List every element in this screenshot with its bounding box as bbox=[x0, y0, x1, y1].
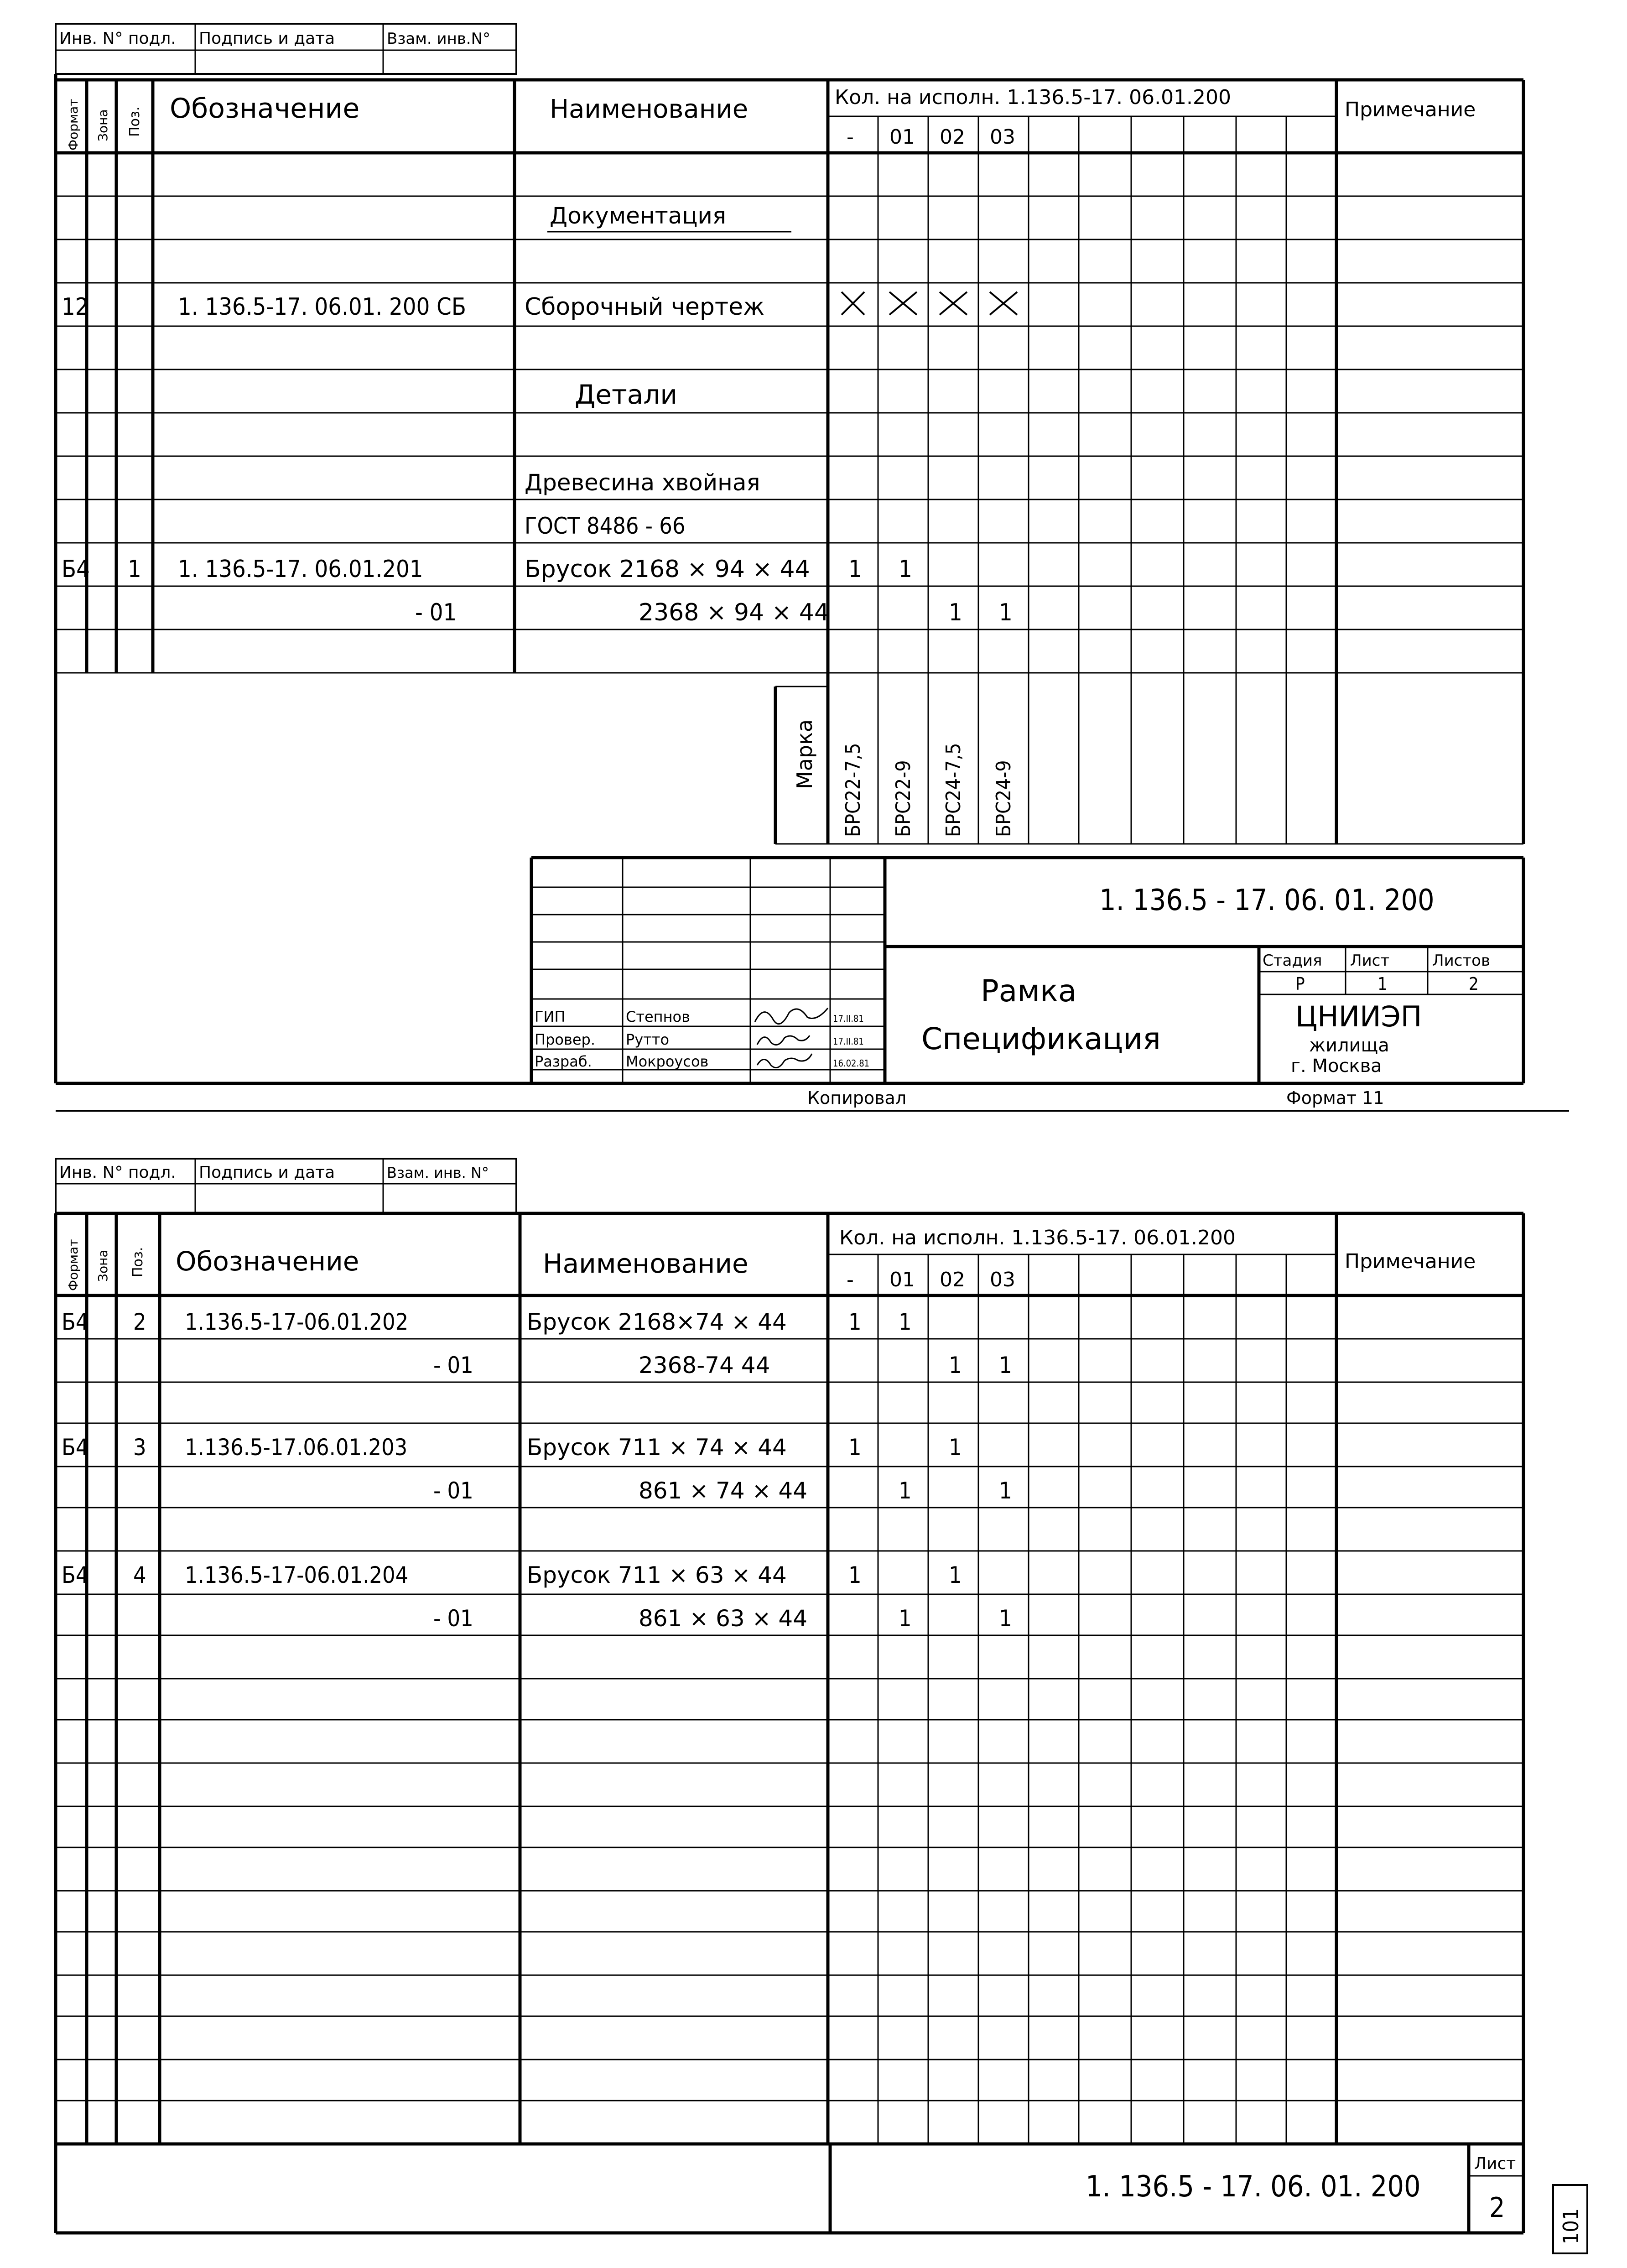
role-prover: Провер. bbox=[535, 1031, 595, 1048]
list-value: 1 bbox=[1377, 974, 1388, 994]
cell-qty-02: 1 bbox=[949, 599, 962, 626]
cell-qty-02: 1 bbox=[949, 1434, 962, 1461]
cell-naimenovanie: Брусок 2168 × 94 × 44 bbox=[525, 556, 810, 583]
cell-oboznachenie: 1. 136.5-17. 06.01. 200 СБ bbox=[178, 293, 466, 321]
cell-qty-01: 1 bbox=[899, 1477, 912, 1504]
material-standard: ГОСТ 8486 - 66 bbox=[525, 513, 686, 539]
date-prover: 17.II.81 bbox=[833, 1036, 864, 1047]
cell-qty-01: 1 bbox=[899, 556, 912, 583]
format-label: Формат 11 bbox=[1286, 1088, 1384, 1108]
sheet2-rows bbox=[62, 1309, 1012, 1632]
stamp-vzam-inv: Взам. инв. N° bbox=[387, 1164, 489, 1181]
exec-col-02: 02 bbox=[940, 1268, 965, 1291]
listov-value: 2 bbox=[1469, 974, 1479, 994]
table-row bbox=[547, 203, 791, 232]
cell-naimenovanie: 2368 × 94 × 44 bbox=[639, 599, 829, 626]
signature-razrab bbox=[757, 1054, 812, 1068]
table-row bbox=[556, 379, 771, 413]
org-city: г. Москва bbox=[1291, 1056, 1382, 1077]
header-primechanie: Примечание bbox=[1345, 1250, 1476, 1273]
cell-qty-03: 1 bbox=[999, 1605, 1012, 1632]
title-designation: 1. 136.5 - 17. 06. 01. 200 bbox=[1099, 884, 1435, 917]
exec-col-02: 02 bbox=[940, 125, 965, 149]
material-name: Древесина хвойная bbox=[525, 469, 760, 496]
sheet1-rows bbox=[62, 203, 1017, 626]
margin-mark-number: 101 bbox=[1559, 2208, 1583, 2244]
sheet1-table-grid bbox=[56, 80, 1523, 844]
name-prover: Рутто bbox=[626, 1031, 670, 1048]
cell-naimenovanie: Сборочный чертеж bbox=[525, 293, 764, 321]
cell-naimenovanie: Брусок 2168×74 × 44 bbox=[527, 1309, 787, 1335]
table-row bbox=[415, 599, 1013, 626]
stamp-podpis-data: Подпись и дата bbox=[199, 1163, 335, 1182]
header-kol-ispoln: Кол. на исполн. 1.136.5-17. 06.01.200 bbox=[835, 86, 1232, 109]
stamp-podpis-data: Подпись и дата bbox=[199, 29, 335, 48]
cell-qty-03: 1 bbox=[999, 1477, 1012, 1504]
header-format: Формат bbox=[66, 1239, 81, 1291]
cell-format: Б4 bbox=[62, 556, 90, 583]
stadia-label: Стадия bbox=[1263, 952, 1322, 970]
marka-brs24-9: БРС24-9 bbox=[992, 760, 1015, 837]
sheet2-designation: 1. 136.5 - 17. 06. 01. 200 bbox=[1086, 2170, 1421, 2204]
title-name-line2: Спецификация bbox=[921, 1021, 1161, 1056]
cell-format: Б4 bbox=[62, 1562, 89, 1588]
stamp-vzam-inv: Взам. инв.N° bbox=[387, 30, 491, 48]
cross-marks bbox=[842, 292, 1017, 315]
cell-format: Б4 bbox=[62, 1434, 89, 1461]
section-title-documentation: Документация bbox=[550, 203, 726, 229]
cell-qty-02: 1 bbox=[949, 1352, 962, 1378]
cell-qty-01: 1 bbox=[899, 1309, 912, 1335]
cell-format: Б4 bbox=[62, 1309, 89, 1335]
table-row bbox=[62, 1309, 912, 1335]
cell-format: 12 bbox=[62, 293, 89, 321]
cell-qty-base: 1 bbox=[848, 1562, 862, 1588]
section-title-details: Детали bbox=[575, 379, 678, 410]
header-kol-ispoln: Кол. на исполн. 1.136.5-17. 06.01.200 bbox=[839, 1226, 1236, 1249]
cell-oboznachenie: 1.136.5-17.06.01.203 bbox=[185, 1434, 408, 1461]
cell-oboznachenie: 1.136.5-17-06.01.202 bbox=[185, 1309, 409, 1335]
header-oboznachenie: Обозначение bbox=[170, 93, 360, 125]
cell-oboznachenie: - 01 bbox=[433, 1477, 473, 1504]
header-format: Формат bbox=[66, 99, 81, 151]
marka-label: Марка bbox=[792, 719, 817, 789]
header-poz: Поз. bbox=[127, 106, 143, 137]
marka-brs24-75: БРС24-7,5 bbox=[942, 743, 965, 837]
cell-naimenovanie: Брусок 711 × 63 × 44 bbox=[527, 1562, 787, 1588]
cell-poz: 2 bbox=[133, 1309, 146, 1335]
table-row bbox=[62, 556, 912, 583]
sheet2-frame bbox=[56, 1213, 1523, 2233]
cell-naimenovanie: 861 × 63 × 44 bbox=[639, 1605, 808, 1632]
cell-poz: 4 bbox=[133, 1562, 146, 1588]
marka-block bbox=[792, 719, 1015, 837]
exec-col-03: 03 bbox=[990, 1268, 1015, 1291]
header-naimenovanie: Наименование bbox=[543, 1248, 749, 1279]
exec-col-dash: - bbox=[847, 125, 854, 149]
header-zona: Зона bbox=[95, 109, 110, 141]
margin-mark bbox=[1553, 2185, 1587, 2253]
role-gip: ГИП bbox=[535, 1008, 566, 1025]
sheet2-list-number: 2 bbox=[1489, 2192, 1505, 2224]
cell-qty-base: 1 bbox=[848, 1434, 862, 1461]
cell-oboznachenie: - 01 bbox=[433, 1352, 473, 1378]
table-row bbox=[62, 292, 1017, 321]
cell-oboznachenie: 1.136.5-17-06.01.204 bbox=[185, 1562, 409, 1588]
cell-qty-03: 1 bbox=[999, 1352, 1012, 1378]
exec-col-03: 03 bbox=[990, 125, 1015, 149]
stamp-inv-podl: Инв. N° подл. bbox=[59, 1163, 176, 1182]
date-razrab: 16.02.81 bbox=[833, 1058, 870, 1069]
signature-prover bbox=[757, 1035, 810, 1045]
list-label: Лист bbox=[1350, 952, 1390, 970]
exec-col-dash: - bbox=[847, 1268, 854, 1291]
header-naimenovanie: Наименование bbox=[550, 94, 749, 124]
listov-label: Листов bbox=[1432, 952, 1491, 970]
marka-brs22-9: БРС22-9 bbox=[892, 760, 915, 837]
name-razrab: Мокроусов bbox=[626, 1053, 709, 1070]
cell-qty-base: 1 bbox=[848, 556, 862, 583]
signature-gip bbox=[755, 1008, 828, 1024]
stadia-value: Р bbox=[1295, 974, 1305, 994]
cell-qty-base: 1 bbox=[848, 1309, 862, 1335]
stamp-inv-podl: Инв. N° подл. bbox=[59, 29, 176, 48]
sheet2-list-label: Лист bbox=[1474, 2154, 1516, 2173]
title-name-line1: Рамка bbox=[981, 973, 1077, 1009]
cell-qty-01: 1 bbox=[899, 1605, 912, 1632]
org-name: ЦНИИЭП bbox=[1295, 1000, 1422, 1033]
header-zona: Зона bbox=[95, 1249, 110, 1282]
cell-naimenovanie: 2368-74 44 bbox=[639, 1352, 770, 1378]
kopiroval-label: Копировал bbox=[807, 1088, 907, 1108]
name-gip: Степнов bbox=[626, 1008, 690, 1025]
sheet2-table-grid bbox=[56, 1213, 1523, 2233]
role-razrab: Разраб. bbox=[535, 1053, 592, 1070]
cell-qty-03: 1 bbox=[999, 599, 1013, 626]
signatures bbox=[535, 1008, 869, 1070]
date-gip: 17.II.81 bbox=[833, 1013, 864, 1024]
org-sub: жилища bbox=[1309, 1035, 1389, 1056]
exec-col-01: 01 bbox=[889, 125, 915, 149]
cell-oboznachenie: - 01 bbox=[415, 599, 457, 626]
header-poz: Поз. bbox=[130, 1247, 146, 1277]
exec-col-01: 01 bbox=[889, 1268, 915, 1291]
cell-naimenovanie: 861 × 74 × 44 bbox=[639, 1477, 808, 1504]
cell-qty-02: 1 bbox=[949, 1562, 962, 1588]
cell-naimenovanie: Брусок 711 × 74 × 44 bbox=[527, 1434, 787, 1461]
marka-brs22-75: БРС22-7,5 bbox=[842, 743, 865, 837]
cell-oboznachenie: - 01 bbox=[433, 1605, 473, 1632]
cell-poz: 3 bbox=[133, 1434, 146, 1461]
cell-poz: 1 bbox=[128, 556, 141, 583]
header-oboznachenie: Обозначение bbox=[176, 1246, 359, 1277]
header-primechanie: Примечание bbox=[1345, 98, 1476, 121]
cell-oboznachenie: 1. 136.5-17. 06.01.201 bbox=[178, 556, 423, 583]
